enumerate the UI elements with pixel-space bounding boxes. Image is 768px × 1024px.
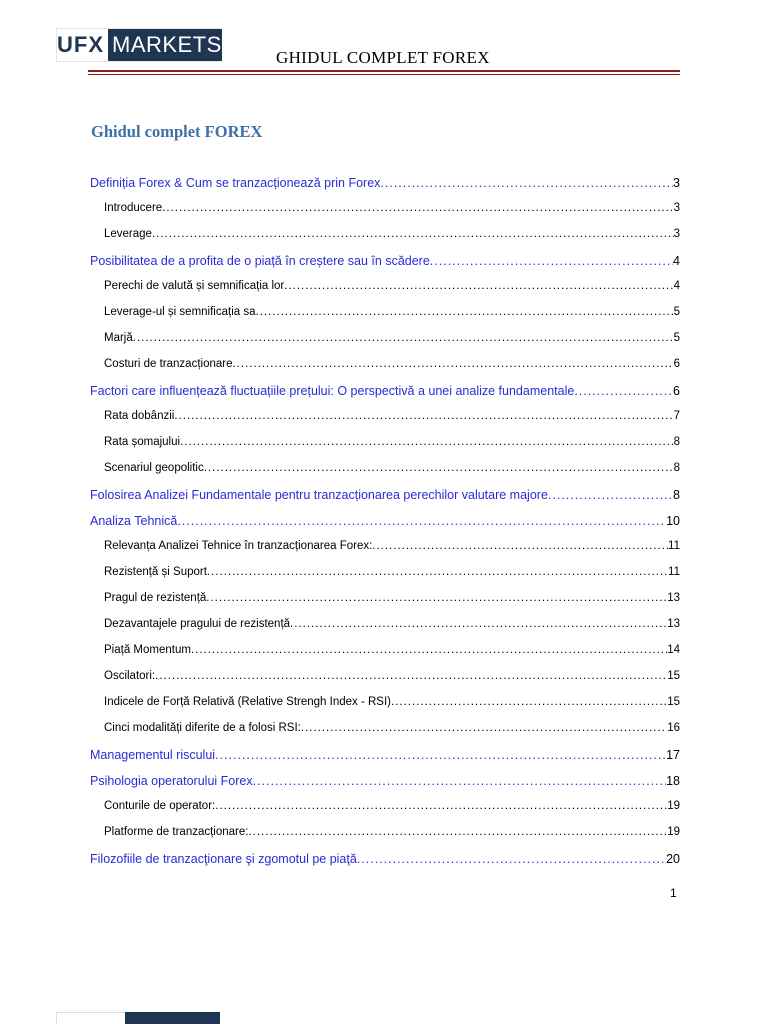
- toc-entry-section[interactable]: [90, 618, 680, 644]
- toc-entry-page: 8: [673, 436, 680, 448]
- toc-dot-leader: [372, 540, 668, 552]
- toc-entry-title: Pragul de rezistență: [104, 592, 207, 604]
- toc-entry-section[interactable]: [90, 696, 680, 722]
- toc-entry-chapter[interactable]: [90, 384, 680, 410]
- toc-dot-leader: [548, 488, 673, 502]
- toc-entry-title: Psihologia operatorului Forex: [90, 774, 253, 788]
- toc-entry-page: 20: [666, 852, 680, 866]
- toc-entry-title: Definiția Forex & Cum se tranzacționează prin Forex: [90, 176, 381, 190]
- toc-entry-title: Perechi de valută și semnificația lor: [104, 280, 285, 292]
- toc-entry-title: Cinci modalități diferite de a folosi RSI:: [104, 722, 301, 734]
- toc-dot-leader: [207, 566, 668, 578]
- toc-entry-title: Posibilitatea de a profita de o piață în creștere sau în scădere: [90, 254, 430, 268]
- toc-entry-section[interactable]: [90, 202, 680, 228]
- toc-entry-title: Piață Momentum: [104, 644, 191, 656]
- header-divider-thin: [88, 74, 680, 75]
- toc-dot-leader: [204, 462, 674, 474]
- toc-entry-chapter[interactable]: [90, 176, 680, 202]
- toc-dot-leader: [391, 696, 667, 708]
- toc-entry-title: Dezavantajele pragului de rezistență: [104, 618, 291, 630]
- toc-dot-leader: [248, 826, 667, 838]
- toc-entry-section[interactable]: [90, 540, 680, 566]
- toc-dot-leader: [215, 748, 666, 762]
- page-number: 1: [670, 886, 677, 900]
- toc-entry-title: Conturile de operator:: [104, 800, 216, 812]
- toc-entry-section[interactable]: [90, 332, 680, 358]
- toc-dot-leader: [180, 436, 674, 448]
- toc-dot-leader: [357, 852, 666, 866]
- toc-entry-section[interactable]: [90, 436, 680, 462]
- toc-entry-title: Platforme de tranzacționare:: [104, 826, 249, 838]
- toc-entry-page: 15: [667, 670, 680, 682]
- toc-dot-leader: [290, 618, 667, 630]
- toc-entry-title: Factori care influențează fluctuațiile prețului: O perspectivă a unei analize fundamentale: [90, 384, 575, 398]
- toc-entry-page: 16: [667, 722, 680, 734]
- toc-entry-title: Oscilatori:: [104, 670, 156, 682]
- toc-entry-page: 18: [666, 774, 680, 788]
- logo-text-markets: MARKETS: [108, 29, 222, 61]
- toc-entry-title: Scenariul geopolitic: [104, 462, 204, 474]
- toc-entry-page: 11: [668, 566, 680, 578]
- logo-text-ufx: UFX: [57, 29, 108, 61]
- toc-entry-section[interactable]: [90, 566, 680, 592]
- toc-entry-page: 17: [666, 748, 680, 762]
- toc-entry-chapter[interactable]: [90, 852, 680, 878]
- toc-entry-title: Costuri de tranzacționare: [104, 358, 233, 370]
- toc-entry-page: 4: [673, 254, 680, 268]
- toc-entry-section[interactable]: [90, 358, 680, 384]
- toc-entry-page: 3: [673, 228, 680, 240]
- toc-dot-leader: [215, 800, 667, 812]
- toc-entry-page: 5: [673, 306, 680, 318]
- toc-dot-leader: [253, 774, 667, 788]
- toc-entry-page: 3: [673, 202, 680, 214]
- toc-dot-leader: [177, 514, 666, 528]
- toc-entry-page: 3: [673, 176, 680, 190]
- ufx-markets-logo: [56, 28, 220, 62]
- toc-entry-page: 4: [673, 280, 680, 292]
- toc-entry-section[interactable]: [90, 800, 680, 826]
- toc-entry-page: 8: [673, 462, 680, 474]
- toc-entry-title: Managementul riscului: [90, 748, 216, 762]
- toc-dot-leader: [133, 332, 674, 344]
- next-page-logo-fragment: [56, 1012, 220, 1024]
- toc-entry-title: Indicele de Forță Relativă (Relative Strengh Index - RSI): [104, 696, 391, 708]
- toc-entry-section[interactable]: [90, 592, 680, 618]
- toc-dot-leader: [191, 644, 667, 656]
- toc-entry-page: 19: [667, 826, 680, 838]
- toc-entry-page: 5: [673, 332, 680, 344]
- toc-dot-leader: [380, 176, 673, 190]
- toc-dot-leader: [430, 254, 673, 268]
- toc-dot-leader: [206, 592, 667, 604]
- toc-entry-page: 6: [673, 358, 680, 370]
- toc-entry-title: Relevanța Analizei Tehnice în tranzacționarea Forex:: [104, 540, 373, 552]
- toc-entry-page: 11: [668, 540, 680, 552]
- toc-entry-chapter[interactable]: [90, 254, 680, 280]
- document-header-title: GHIDUL COMPLET FOREX: [276, 48, 490, 67]
- toc-entry-title: Introducere: [104, 202, 163, 214]
- toc-entry-section[interactable]: [90, 410, 680, 436]
- toc-entry-section[interactable]: [90, 306, 680, 332]
- toc-entry-section[interactable]: [90, 670, 680, 696]
- toc-entry-section[interactable]: [90, 644, 680, 670]
- toc-entry-title: Rata dobânzii: [104, 410, 175, 422]
- toc-entry-chapter[interactable]: [90, 748, 680, 774]
- toc-entry-section[interactable]: [90, 462, 680, 488]
- toc-entry-section[interactable]: [90, 280, 680, 306]
- toc-dot-leader: [152, 228, 674, 240]
- toc-entry-chapter[interactable]: [90, 488, 680, 514]
- toc-heading: Ghidul complet FOREX: [91, 122, 263, 141]
- logo-fragment-navy: [125, 1012, 220, 1024]
- header-divider: [88, 70, 680, 72]
- toc-entry-page: 7: [673, 410, 680, 422]
- toc-entry-section[interactable]: [90, 722, 680, 748]
- toc-dot-leader: [284, 280, 673, 292]
- toc-dot-leader: [174, 410, 673, 422]
- toc-entry-section[interactable]: [90, 826, 680, 852]
- toc-dot-leader: [574, 384, 673, 398]
- toc-dot-leader: [162, 202, 673, 214]
- toc-entry-chapter[interactable]: [90, 514, 680, 540]
- toc-entry-page: 13: [667, 592, 680, 604]
- toc-entry-section[interactable]: [90, 228, 680, 254]
- toc-entry-chapter[interactable]: [90, 774, 680, 800]
- toc-entry-page: 6: [673, 384, 680, 398]
- toc-entry-page: 13: [667, 618, 680, 630]
- toc-entry-page: 15: [667, 696, 680, 708]
- toc-entry-page: 8: [673, 488, 680, 502]
- toc-entry-title: Leverage: [104, 228, 152, 240]
- toc-dot-leader: [301, 722, 667, 734]
- toc-dot-leader: [256, 306, 674, 318]
- toc-entry-title: Leverage-ul și semnificația sa: [104, 306, 256, 318]
- toc-entry-page: 10: [666, 514, 680, 528]
- toc-entry-title: Rezistență și Suport: [104, 566, 207, 578]
- toc-entry-page: 19: [667, 800, 680, 812]
- table-of-contents: [90, 176, 680, 878]
- toc-entry-title: Filozofiile de tranzacţionare şi zgomotul pe piaţă: [90, 852, 357, 866]
- toc-entry-page: 14: [667, 644, 680, 656]
- toc-dot-leader: [155, 670, 667, 682]
- toc-entry-title: Rata șomajului: [104, 436, 181, 448]
- toc-entry-title: Analiza Tehnică: [90, 514, 178, 528]
- toc-dot-leader: [232, 358, 673, 370]
- toc-entry-title: Marjă: [104, 332, 133, 344]
- toc-entry-title: Folosirea Analizei Fundamentale pentru tranzacționarea perechilor valutare majore: [90, 488, 548, 502]
- logo-fragment-light: [56, 1012, 125, 1024]
